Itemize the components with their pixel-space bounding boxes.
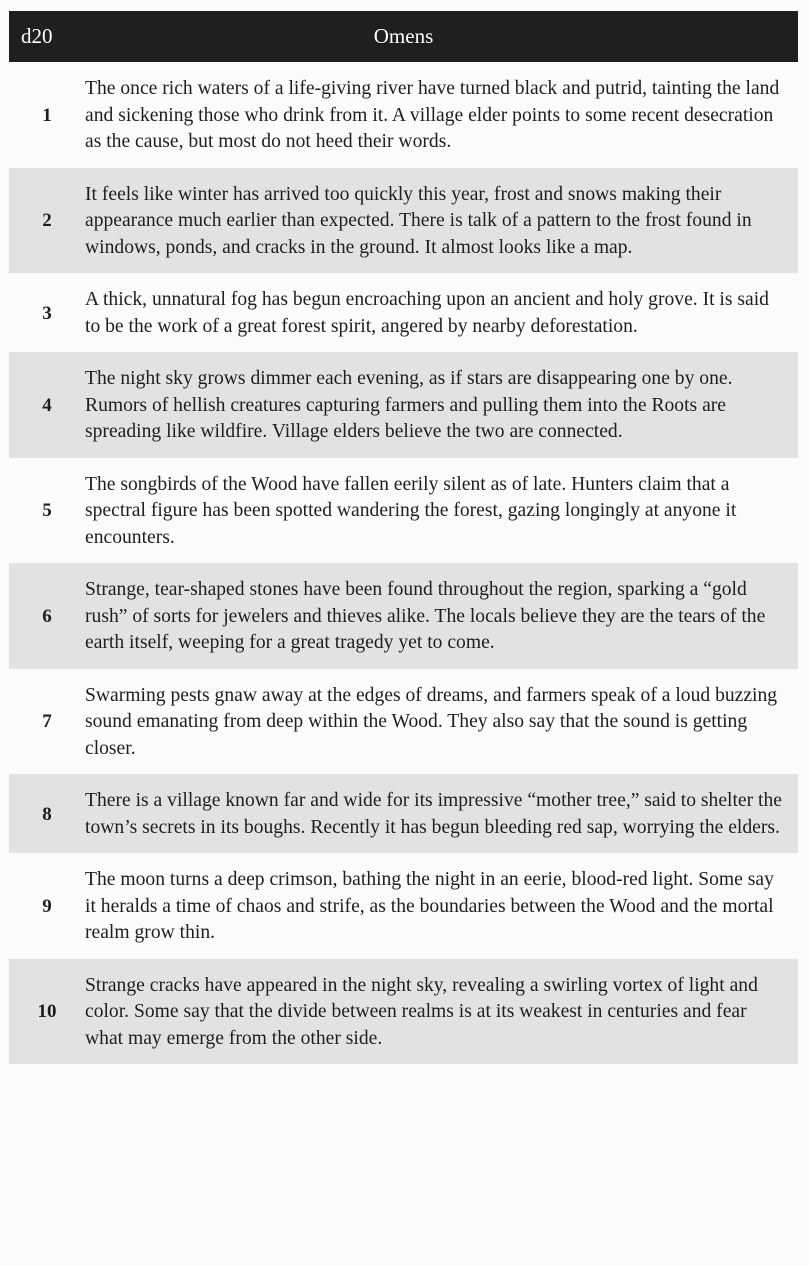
row-text: Swarming pests gnaw away at the edges of dreams, and farmers speak of a loud buzzing sound emanating from deep within the Wood. They also say that the sound is getting closer.: [85, 684, 778, 759]
table-row: [9, 458, 798, 564]
row-text: Strange cracks have appeared in the night sky, revealing a swirling vortex of light and color. Some say that the divide between realms is at its weakest in centuries and fear what may emerge from the other side.: [85, 974, 758, 1049]
row-text: It feels like winter has arrived too quickly this year, frost and snows making their appearance much earlier than expected. There is talk of a pattern to the frost found in windows, ponds, and cracks in the ground. It almost looks like a map.: [85, 183, 752, 258]
table-row: [9, 352, 798, 458]
table-row: [9, 853, 798, 959]
omens-table: [9, 11, 798, 1064]
row-text: There is a village known far and wide for its impressive “mother tree,” said to shelter the town’s secrets in its boughs. Recently it has begun bleeding red sap, worrying the elders.: [85, 790, 782, 838]
row-number: 7: [42, 711, 52, 733]
table-row: [9, 62, 798, 168]
header-die: d20: [21, 24, 53, 48]
table-row: [9, 669, 798, 775]
row-number: 5: [42, 500, 52, 522]
row-text: The moon turns a deep crimson, bathing the night in an eerie, blood-red light. Some say it heralds a time of chaos and strife, as the boundaries between the Wood and the mortal realm grow thin.: [85, 869, 774, 943]
row-text: The once rich waters of a life-giving river have turned black and putrid, tainting the land and sickening those who drink from it. A village elder points to some recent desecration as the cause, but most do not heed their words.: [85, 78, 780, 152]
row-number: 10: [37, 1001, 57, 1023]
header-omens: Omens: [373, 24, 434, 48]
row-number: 8: [42, 803, 52, 825]
table-header: [9, 11, 798, 62]
row-text: The night sky grows dimmer each evening, as if stars are disappearing one by one. Rumors of hellish creatures capturing farmers and pulling them into the Roots are spreading like wildfire. Village elders believe the two are connected.: [85, 368, 733, 442]
table-row: [9, 563, 798, 669]
table-row: [9, 774, 798, 853]
row-number: 3: [42, 302, 52, 324]
table-row: [9, 168, 798, 274]
row-text: The songbirds of the Wood have fallen eerily silent as of late. Hunters claim that a spectral figure has been spotted wandering the forest, gazing longingly at anyone it encounters.: [85, 473, 737, 548]
row-number: 1: [42, 104, 52, 126]
table-row: [9, 959, 798, 1065]
table-row: [9, 273, 798, 352]
row-number: 6: [42, 605, 52, 627]
row-number: 9: [42, 895, 52, 917]
row-text: A thick, unnatural fog has begun encroaching upon an ancient and holy grove. It is said to be the work of a great forest spirit, angered by nearby deforestation.: [85, 289, 769, 337]
row-text: Strange, tear-shaped stones have been found throughout the region, sparking a “gold rush” of sorts for jewelers and thieves alike. The locals believe they are the tears of the earth itself, weeping for a great tragedy yet to come.: [85, 579, 766, 653]
row-number: 2: [42, 210, 52, 232]
row-number: 4: [42, 394, 52, 416]
